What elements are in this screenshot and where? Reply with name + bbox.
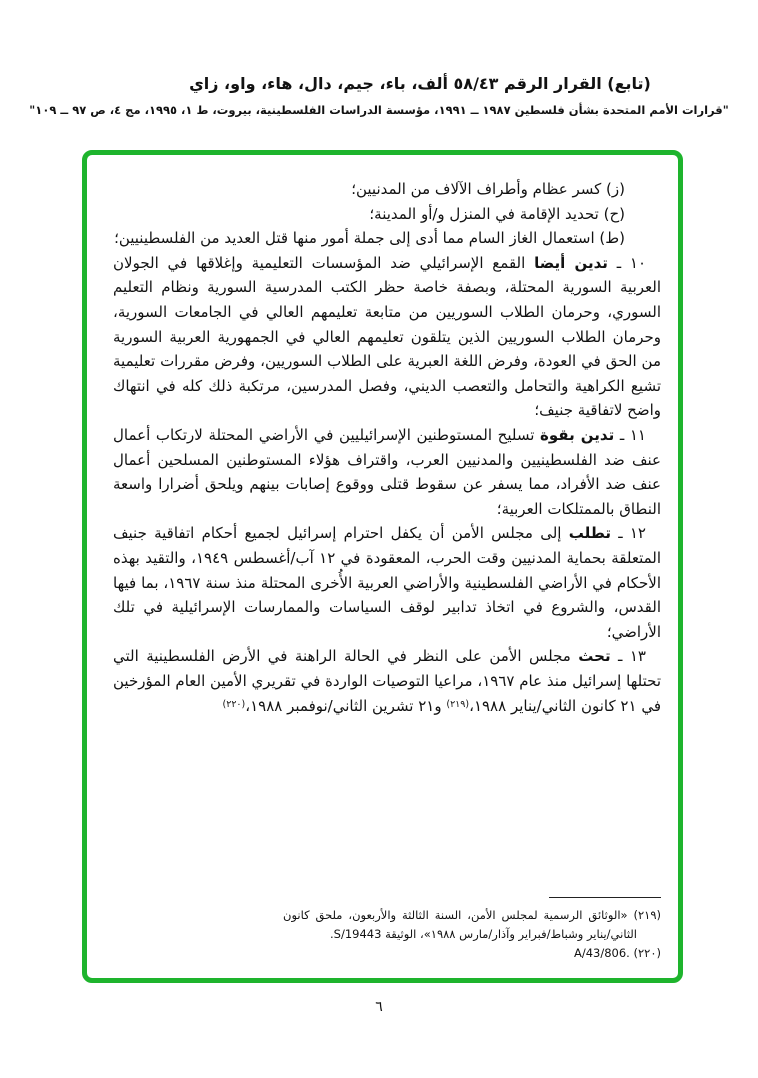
- paragraph: ١٢ ـ تطلب إلى مجلس الأمن أن يكفل احترام إسرائيل لجميع أحكام اتفاقية جنيف المتعلقة بحماية المدنيين وقت الحرب، المعقودة في ١٢ آب/أغسطس ١٩٤٩، والتقيد بهذه الأحكام في الأراضي الفلسطينية والأراضي العربية الأُخرى المحتلة منذ سنة ١٩٦٧، بما فيها القدس، والشروع في اتخاذ تدابير لوقف السياسات والممارسات الإسرائيلية في تلك الأراضي؛: [113, 524, 662, 641]
- paragraph: ١٠ ـ تدين أيضا القمع الإسرائيلي ضد المؤسسات التعليمية وإغلاقها في الجولان العربية السورية المحتلة، وبصفة خاصة حظر الكتب المدرسية السورية ونظام التعليم السوري، وحرمان الطلاب السوريين من متابعة تعليمهم العالي في الجامعات السورية، وحرمان الطلاب السوريين الذين يتلقون تعليمهم العالي في الجمهورية العربية السورية من الحق في العودة، وفرض اللغة العبرية على الطلاب السوريين، وفرض مقررات تعليمية تشيع الكراهية والتحامل والتعصب الديني، وفصل المدرسين، مرتكبة ذلك كله في انتهاك واضح لاتفاقية جنيف؛: [113, 253, 661, 420]
- page-title: (تابع) القرار الرقم ٥٨/٤٣ ألف، باء، جيم، دال، هاء، واو، زاي: [189, 74, 651, 93]
- footnote: (٢١٩) «الوثائق الرسمية لمجلس الأمن، السنة الثالثة والأربعون، ملحق كانون الثاني/يناير وشباط/فبراير وآذار/مارس ١٩٨٨»، الوثيقة S/19443.: [283, 908, 661, 941]
- paragraph: (ز) كسر عظام وأطراف الآلاف من المدنيين؛: [351, 180, 625, 198]
- document-body: [87, 155, 678, 719]
- paragraph: ١٣ ـ تحث مجلس الأمن على النظر في الحالة الراهنة في الأرض الفلسطينية التي تحتلها إسرائيل منذ عام ١٩٦٧، مراعيا التوصيات الواردة في تقريري الأمين العام المؤرخين في ٢١ كانون الثاني/يناير ١٩٨٨،$^{(٢١٩)}$ و٢١ تشرين الثاني/نوفمبر ١٩٨٨،$^{(٢٢٠)}$: [113, 647, 661, 716]
- paragraph: (ط) استعمال الغاز السام مما أدى إلى جملة أمور منها قتل العديد من الفلسطينيين؛: [114, 229, 625, 248]
- paragraph: (ح) تحديد الإقامة في المنزل و/أو المدينة؛: [369, 204, 625, 223]
- page-number: ٦: [375, 999, 383, 1015]
- footnote-separator-rule: [549, 897, 661, 898]
- footnote-list: [283, 906, 661, 963]
- source-citation: "قرارات الأمم المتحدة بشأن فلسطين ١٩٨٧ ــ ١٩٩١، مؤسسة الدراسات الفلسطينية، بيروت، ط ١، ١٩٩٥، مج ٤، ص ٩٧ ــ ١٠٩": [29, 103, 729, 117]
- footnote: (٢٢٠) A/43/806.: [573, 946, 661, 960]
- footnotes-section: [283, 897, 661, 963]
- paragraph: ١١ ـ تدين بقوة تسليح المستوطنين الإسرائيليين في الأراضي المحتلة لارتكاب أعمال عنف ضد الفلسطينيين والمدنيين العرب، واقتراف هؤلاء المستوطنين المسلحين أعمال عنف ضد الأفراد، مما يسفر عن سقوط قتلى ووقوع إصابات بينهم ويلحق أضرارا واسعة النطاق بالممتلكات العربية؛: [113, 425, 661, 518]
- document-frame: [82, 150, 683, 983]
